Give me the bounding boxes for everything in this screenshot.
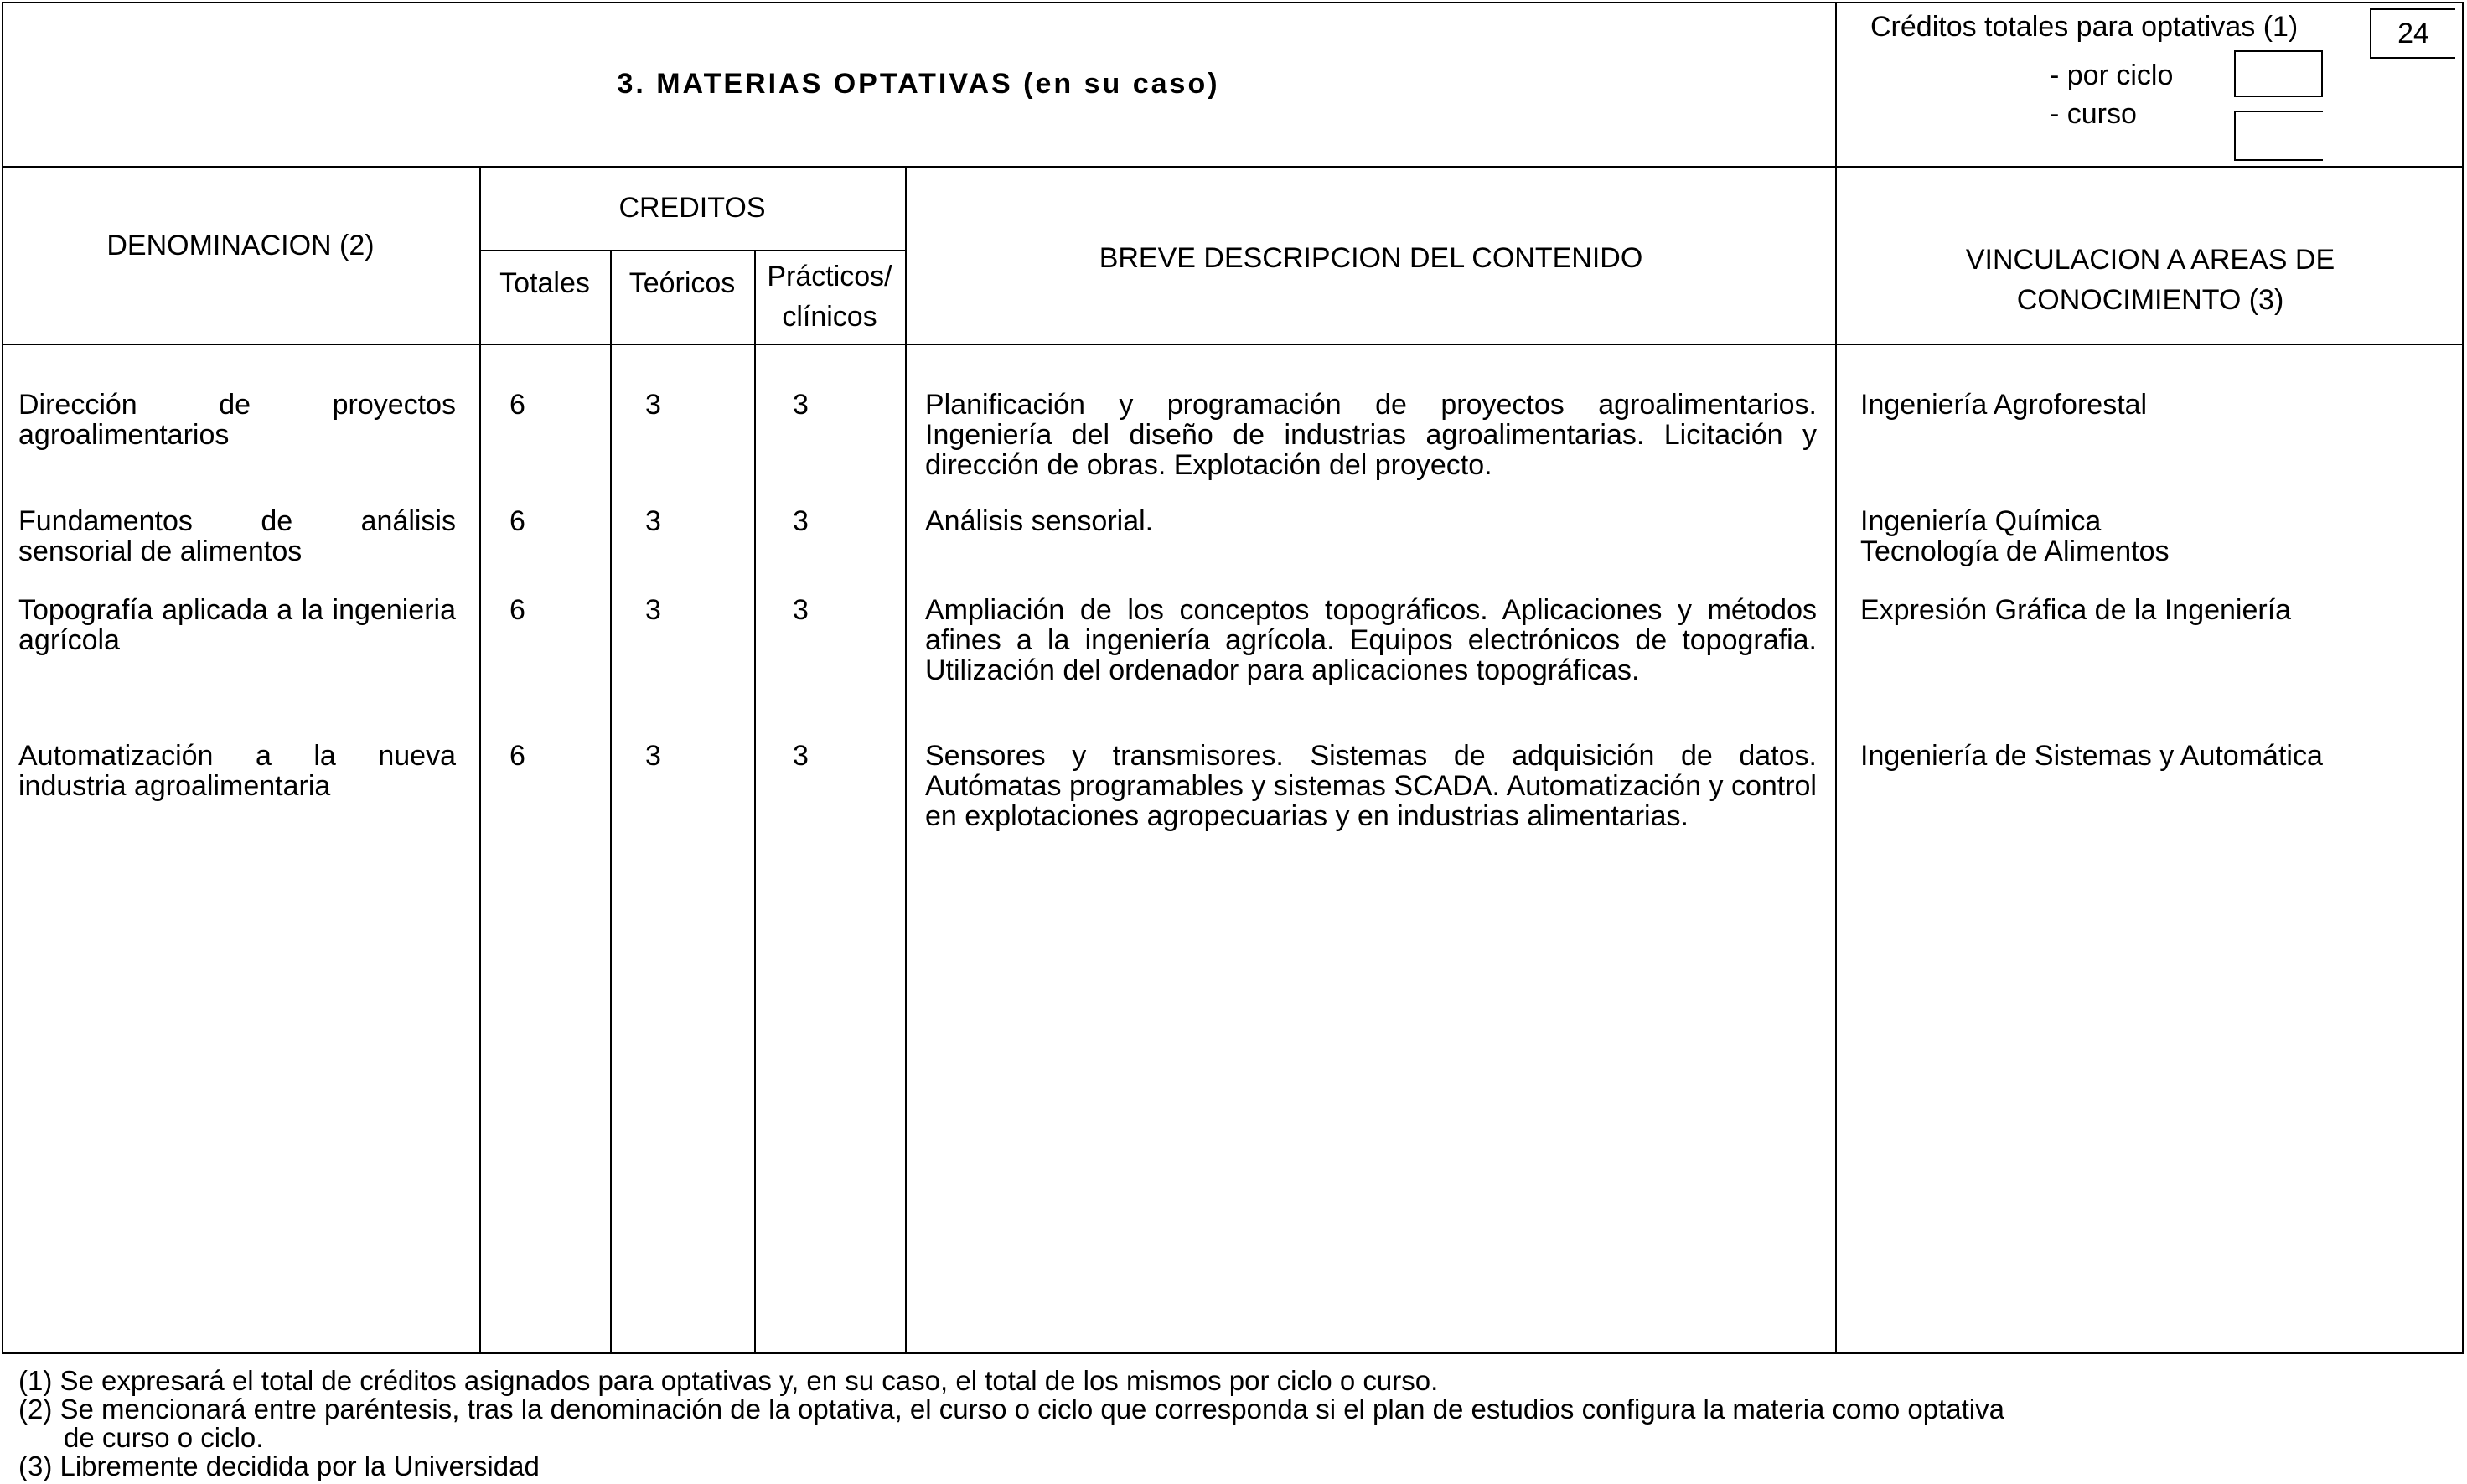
row-3-area-1: Expresión Gráfica de la Ingeniería [1860, 594, 2292, 626]
totales-column-divider [479, 166, 481, 1354]
row-1-teoricos: 3 [645, 389, 661, 421]
row-4-practicos: 3 [793, 740, 809, 772]
col-practicos-line2: clínicos [782, 301, 877, 333]
row-2-teoricos: 3 [645, 505, 661, 537]
row-2-denominacion: Fundamentos de análisis sensorial de alimentos [18, 505, 456, 567]
footnote-2: (2) Se mencionará entre paréntesis, tras la denominación de la optativa, el curso o ciclo que corresponda si el plan de estudios configura la materia como optativa [18, 1394, 2004, 1425]
section-title: 3. MATERIAS OPTATIVAS (en su caso) [617, 68, 1220, 100]
por-ciclo-label: - por ciclo [2050, 59, 2174, 91]
row-4-denominacion: Automatización a la nueva industria agroalimentaria [18, 740, 456, 802]
row-2-area-2: Tecnología de Alimentos [1860, 535, 2170, 567]
col-vinculacion-line1: VINCULACION A AREAS DE [1965, 244, 2335, 276]
row-2-totales: 6 [509, 505, 525, 537]
credits-total-value: 24 [2370, 8, 2455, 59]
col-descripcion: BREVE DESCRIPCION DEL CONTENIDO [1099, 242, 1643, 274]
row-1-descripcion: Planificación y programación de proyectos agroalimentarios. Ingeniería del diseño de industrias agroalimentarias. Licitación y dirección de obras. Explotación del proyecto. [925, 389, 1817, 481]
footnote-3: (3) Libremente decidida por la Universidad [18, 1450, 540, 1481]
row-3-teoricos: 3 [645, 594, 661, 626]
column-header-divider [2, 344, 2464, 345]
col-teoricos: Teóricos [628, 267, 736, 299]
row-4-teoricos: 3 [645, 740, 661, 772]
descripcion-column-divider [905, 166, 907, 1354]
col-vinculacion-line2: CONOCIMIENTO (3) [2016, 284, 2284, 316]
row-1-denominacion: Dirección de proyectos agroalimentarios [18, 389, 456, 451]
areas-column-divider [1835, 2, 1837, 1354]
col-creditos: CREDITOS [618, 192, 766, 224]
row-4-descripcion: Sensores y transmisores. Sistemas de adquisición de datos. Autómatas programables y sistemas SCADA. Automatización y control en explotaciones agropecuarias y en industrias alimentarias. [925, 740, 1817, 832]
row-3-denominacion: Topografía aplicada a la ingenieria agrícola [18, 594, 456, 656]
curso-value-box [2234, 111, 2323, 161]
teoricos-column-divider [610, 250, 612, 1354]
row-2-descripcion: Análisis sensorial. [925, 505, 1154, 537]
row-1-totales: 6 [509, 389, 525, 421]
header-divider [2, 166, 2464, 168]
row-3-practicos: 3 [793, 594, 809, 626]
footnote-2-continued: de curso o ciclo. [64, 1422, 264, 1453]
row-4-area-1: Ingeniería de Sistemas y Automática [1860, 740, 2323, 772]
row-2-practicos: 3 [793, 505, 809, 537]
footnote-1: (1) Se expresará el total de créditos asignados para optativas y, en su caso, el total de los mismos por ciclo o curso. [18, 1365, 1439, 1396]
row-4-totales: 6 [509, 740, 525, 772]
row-1-area-1: Ingeniería Agroforestal [1860, 389, 2148, 421]
col-totales: Totales [499, 267, 590, 299]
row-3-totales: 6 [509, 594, 525, 626]
row-2-area-1: Ingeniería Química [1860, 505, 2102, 537]
curso-label: - curso [2050, 98, 2137, 130]
col-practicos-line1: Prácticos/ [767, 261, 892, 292]
credits-total-label: Créditos totales para optativas (1) [1870, 11, 2299, 43]
col-denominacion: DENOMINACION (2) [106, 230, 375, 261]
row-3-descripcion: Ampliación de los conceptos topográficos. Aplicaciones y métodos afines a la ingeniería agrícola. Equipos electrónicos de topografia. Utilización del ordenador para aplicaciones topográficas. [925, 594, 1817, 686]
practicos-column-divider [754, 250, 756, 1354]
row-1-practicos: 3 [793, 389, 809, 421]
creditos-subheader-divider [479, 250, 907, 251]
por-ciclo-value-box [2234, 50, 2323, 97]
